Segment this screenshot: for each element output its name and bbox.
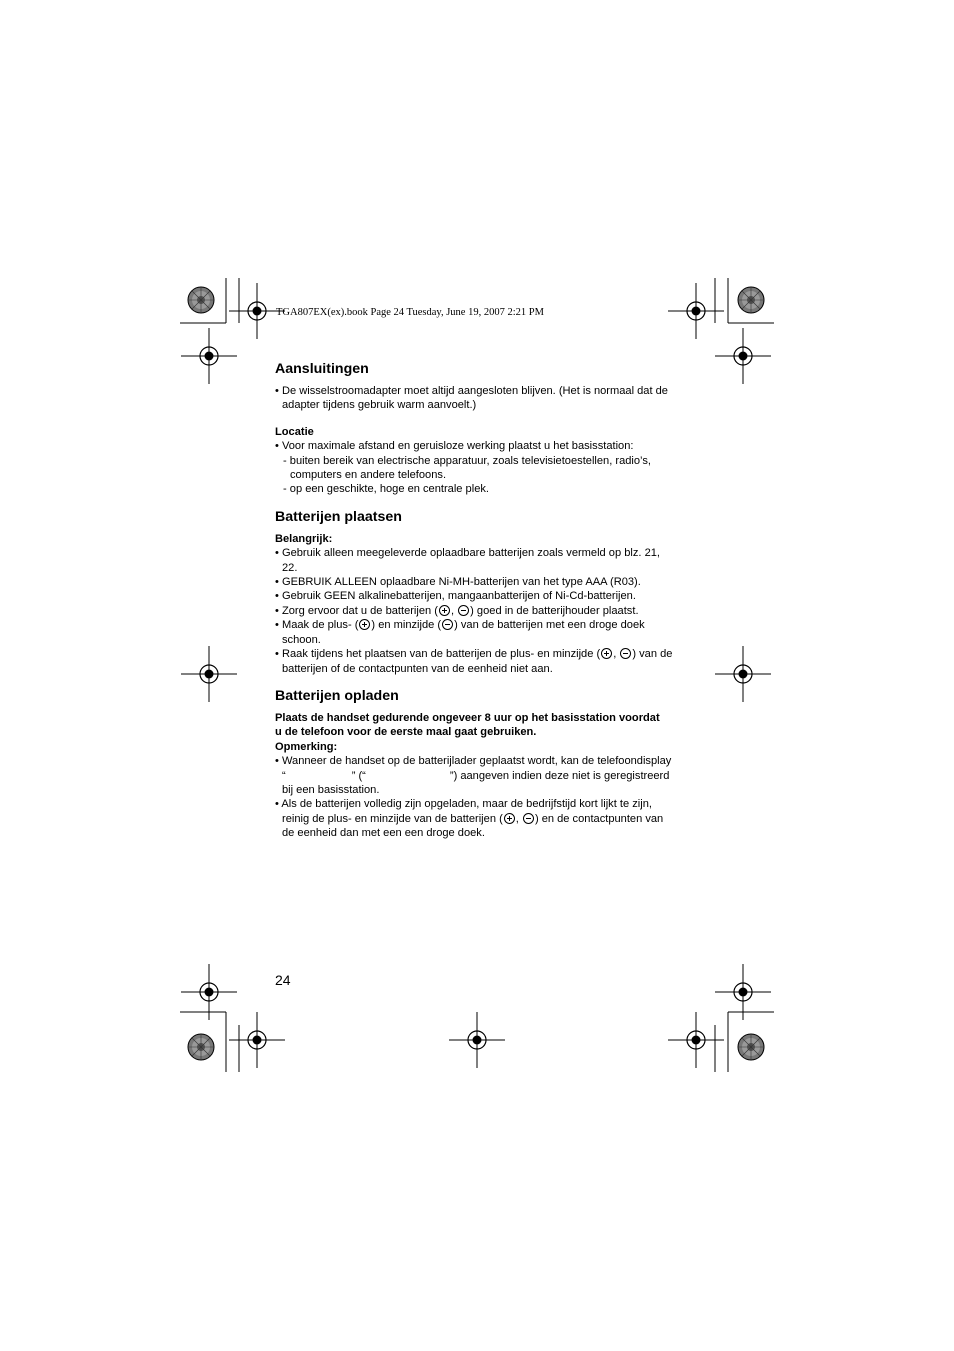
bullet-adapter: • De wisselstroomadapter moet altijd aangesloten blijven. (Het is normaal dat de adapter tijdens gebruik warm aanvoelt.)	[275, 385, 668, 412]
section-title-batterijen-plaatsen: Batterijen plaatsen	[275, 508, 402, 525]
plus-terminal-icon	[504, 813, 515, 824]
plus-terminal-icon	[601, 648, 612, 659]
subheading-opmerking: Opmerking:	[275, 740, 338, 753]
minus-terminal-icon	[523, 813, 534, 824]
star-mark-top-left	[188, 287, 214, 313]
star-mark-bottom-right	[738, 1034, 764, 1060]
star-mark-bottom-left	[188, 1034, 214, 1060]
section-title-batterijen-opladen: Batterijen opladen	[275, 687, 399, 704]
registration-mark	[229, 1012, 285, 1068]
bullet-item: • Zorg ervoor dat u de batterijen ( , ) goed in de batterijhouder plaatst.	[275, 604, 639, 617]
plus-terminal-icon	[359, 619, 370, 630]
registration-mark	[181, 328, 237, 384]
page-content	[275, 361, 680, 841]
bullet-item: • Gebruik GEEN alkalinebatterijen, mangaanbatterijen of Ni-Cd-batterijen.	[275, 590, 636, 603]
dash-item: - buiten bereik van electrische apparatuur, zoals televisietoestellen, radio’s, computers en andere telefoons.	[283, 454, 651, 482]
dash-item: - op een geschikte, hoge en centrale plek.	[283, 483, 489, 496]
minus-terminal-icon	[442, 619, 453, 630]
minus-terminal-icon	[620, 648, 631, 659]
bullet-item: • Gebruik alleen meegeleverde oplaadbare batterijen zoals vermeld op blz. 21, 22.	[275, 547, 660, 574]
book-header: TGA807EX(ex).book Page 24 Tuesday, June 19, 2007 2:21 PM	[276, 307, 544, 318]
star-mark-top-right	[738, 287, 764, 313]
bullet-item: • Raak tijdens het plaatsen van de batterijen de plus- en minzijde ( , ) van de batterijen of de contactpunten van de eenheid niet aan.	[275, 648, 673, 675]
bullet-locatie: • Voor maximale afstand en geruisloze werking plaatst u het basisstation:	[275, 440, 634, 453]
bullet-item: • Maak de plus- ( ) en minzijde ( ) van de batterijen met een droge doek schoon.	[275, 619, 645, 646]
registration-mark	[668, 1012, 724, 1068]
minus-terminal-icon	[458, 605, 469, 616]
registration-mark	[449, 1012, 505, 1068]
registration-mark	[668, 283, 724, 339]
bullet-item: • Wanneer de handset op de batterijlader geplaatst wordt, kan de telefoondisplay “ ” (“ ”) aangeven indien deze niet is geregistreerd bij een basisstation.	[275, 755, 672, 796]
subheading-belangrijk: Belangrijk:	[275, 532, 333, 545]
section-title-aansluitingen: Aansluitingen	[275, 361, 369, 377]
page-number: 24	[275, 972, 291, 988]
registration-mark	[715, 646, 771, 702]
subheading-locatie: Locatie	[275, 425, 314, 438]
registration-mark	[715, 328, 771, 384]
plus-terminal-icon	[439, 605, 450, 616]
bullet-item: • GEBRUIK ALLEEN oplaadbare Ni-MH-batterijen van het type AAA (R03).	[275, 576, 641, 589]
registration-mark	[181, 646, 237, 702]
bullet-item: • Als de batterijen volledig zijn opgeladen, maar de bedrijfstijd kort lijkt te zijn, reinig de plus- en minzijde van de batterijen ( , ) en de contactpunten van de eenheid dan met een een droge doek.	[275, 798, 664, 840]
important-instruction: Plaats de handset gedurende ongeveer 8 uur op het basisstation voordat u de telefoon voor de eerste maal gaat gebruiken.	[275, 711, 660, 739]
